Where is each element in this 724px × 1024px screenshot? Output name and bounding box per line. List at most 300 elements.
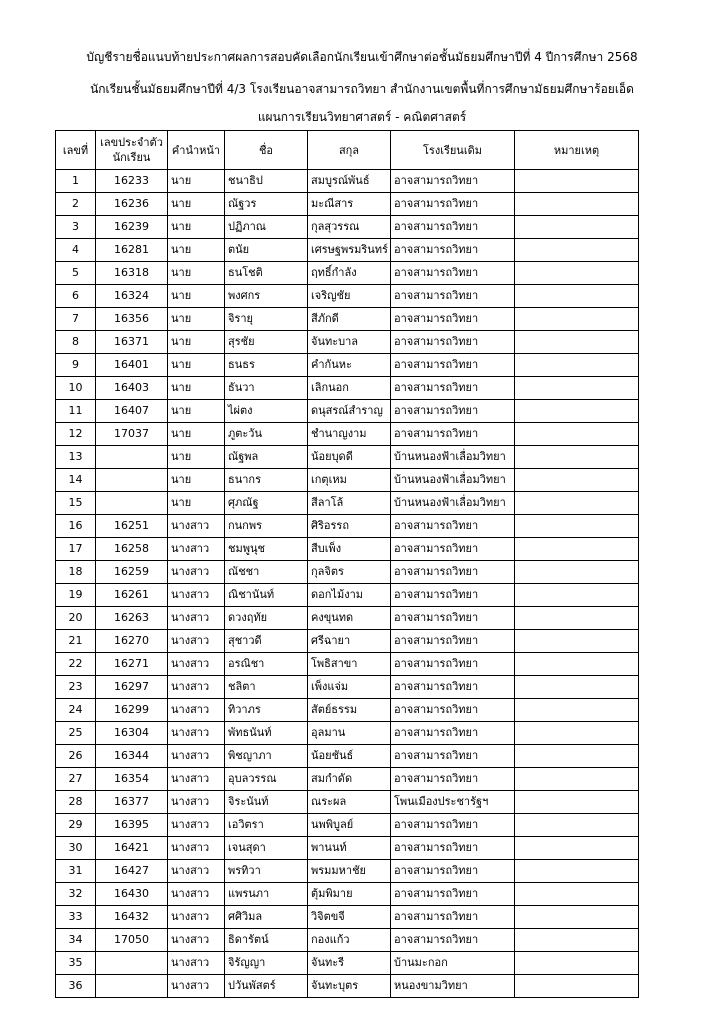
- cell-old-school: อาจสามารถวิทยา: [391, 653, 515, 676]
- table-row: [56, 975, 639, 998]
- cell-remark: [515, 860, 639, 883]
- cell-first-name: ณัฐวร: [225, 193, 308, 216]
- cell-first-name: ตนัย: [225, 239, 308, 262]
- cell-student-id: 16299: [96, 699, 168, 722]
- cell-last-name: น้อยบุดดี: [308, 446, 391, 469]
- cell-prefix: นางสาว: [168, 584, 225, 607]
- cell-old-school: อาจสามารถวิทยา: [391, 860, 515, 883]
- cell-last-name: นพพิบูลย์: [308, 814, 391, 837]
- cell-student-id: 16258: [96, 538, 168, 561]
- cell-last-name: เกตุเหม: [308, 469, 391, 492]
- cell-remark: [515, 492, 639, 515]
- class-school-subtitle: นักเรียนชั้นมัธยมศึกษาปีที่ 4/3 โรงเรียนอาจสามารถวิทยา สำนักงานเขตพื้นที่การศึกษามัธยมศึกษาร้อยเอ็ด: [90, 82, 634, 96]
- cell-first-name: ณัฐพล: [225, 446, 308, 469]
- cell-prefix: นางสาว: [168, 630, 225, 653]
- cell-remark: [515, 331, 639, 354]
- cell-no: 13: [56, 446, 96, 469]
- cell-no: 9: [56, 354, 96, 377]
- cell-remark: [515, 929, 639, 952]
- cell-remark: [515, 745, 639, 768]
- cell-old-school: อาจสามารถวิทยา: [391, 607, 515, 630]
- cell-remark: [515, 837, 639, 860]
- cell-first-name: สุรชัย: [225, 331, 308, 354]
- student-roster-table: [55, 130, 639, 998]
- cell-prefix: นาย: [168, 193, 225, 216]
- cell-remark: [515, 538, 639, 561]
- cell-old-school: อาจสามารถวิทยา: [391, 814, 515, 837]
- cell-first-name: จิรายุ: [225, 308, 308, 331]
- table-row: [56, 860, 639, 883]
- cell-old-school: อาจสามารถวิทยา: [391, 584, 515, 607]
- cell-remark: [515, 377, 639, 400]
- cell-student-id: 16259: [96, 561, 168, 584]
- cell-student-id: 17050: [96, 929, 168, 952]
- cell-prefix: นางสาว: [168, 814, 225, 837]
- cell-last-name: เพ็งแจ่ม: [308, 676, 391, 699]
- cell-first-name: อุบลวรรณ: [225, 768, 308, 791]
- cell-first-name: เอวิตรา: [225, 814, 308, 837]
- cell-old-school: อาจสามารถวิทยา: [391, 745, 515, 768]
- cell-prefix: นางสาว: [168, 538, 225, 561]
- cell-old-school: บ้านหนองฟ้าเลื่อมวิทยา: [391, 469, 515, 492]
- cell-student-id: 16324: [96, 285, 168, 308]
- cell-last-name: คงขุนทด: [308, 607, 391, 630]
- cell-no: 35: [56, 952, 96, 975]
- cell-last-name: สีลาโล้: [308, 492, 391, 515]
- cell-no: 5: [56, 262, 96, 285]
- cell-first-name: ทิวาภร: [225, 699, 308, 722]
- cell-prefix: นางสาว: [168, 837, 225, 860]
- table-row: [56, 515, 639, 538]
- cell-no: 22: [56, 653, 96, 676]
- cell-no: 16: [56, 515, 96, 538]
- cell-remark: [515, 446, 639, 469]
- cell-prefix: นางสาว: [168, 515, 225, 538]
- cell-prefix: นาย: [168, 285, 225, 308]
- table-row: [56, 377, 639, 400]
- cell-no: 2: [56, 193, 96, 216]
- cell-student-id: [96, 952, 168, 975]
- cell-last-name: ฤทธิ์กำลัง: [308, 262, 391, 285]
- cell-no: 33: [56, 906, 96, 929]
- cell-no: 27: [56, 768, 96, 791]
- cell-last-name: โพธิสาขา: [308, 653, 391, 676]
- cell-remark: [515, 699, 639, 722]
- table-row: [56, 837, 639, 860]
- cell-student-id: 16281: [96, 239, 168, 262]
- cell-remark: [515, 262, 639, 285]
- cell-prefix: นางสาว: [168, 883, 225, 906]
- cell-old-school: บ้านหนองฟ้าเลื่อมวิทยา: [391, 446, 515, 469]
- cell-student-id: 16236: [96, 193, 168, 216]
- cell-no: 26: [56, 745, 96, 768]
- header-no: เลขที่: [56, 131, 96, 170]
- cell-no: 14: [56, 469, 96, 492]
- header-last-name: สกุล: [308, 131, 391, 170]
- cell-first-name: ปฏิภาณ: [225, 216, 308, 239]
- cell-student-id: 16407: [96, 400, 168, 423]
- cell-first-name: ณัชชา: [225, 561, 308, 584]
- cell-last-name: จันทะบุตร: [308, 975, 391, 998]
- cell-student-id: [96, 975, 168, 998]
- table-row: [56, 699, 639, 722]
- header-student-id: [96, 131, 168, 170]
- cell-prefix: นางสาว: [168, 653, 225, 676]
- cell-student-id: 16377: [96, 791, 168, 814]
- table-row: [56, 745, 639, 768]
- cell-remark: [515, 975, 639, 998]
- table-body: [56, 170, 639, 998]
- cell-remark: [515, 354, 639, 377]
- cell-last-name: เศรษฐพรมรินทร์: [308, 239, 391, 262]
- cell-first-name: เจนสุดา: [225, 837, 308, 860]
- cell-prefix: นาย: [168, 354, 225, 377]
- cell-student-id: 16371: [96, 331, 168, 354]
- cell-student-id: 16432: [96, 906, 168, 929]
- cell-no: 24: [56, 699, 96, 722]
- table-row: [56, 216, 639, 239]
- cell-old-school: อาจสามารถวิทยา: [391, 377, 515, 400]
- table-row: [56, 285, 639, 308]
- cell-remark: [515, 791, 639, 814]
- cell-last-name: เลิกนอก: [308, 377, 391, 400]
- cell-student-id: 16318: [96, 262, 168, 285]
- cell-prefix: นาย: [168, 170, 225, 193]
- cell-student-id: 16233: [96, 170, 168, 193]
- cell-no: 19: [56, 584, 96, 607]
- table-row: [56, 354, 639, 377]
- cell-last-name: ดอกไม้งาม: [308, 584, 391, 607]
- cell-first-name: ธันวา: [225, 377, 308, 400]
- table-row: [56, 423, 639, 446]
- cell-prefix: นางสาว: [168, 975, 225, 998]
- table-header-row: [56, 131, 639, 170]
- cell-last-name: ชำนาญงาม: [308, 423, 391, 446]
- cell-prefix: นางสาว: [168, 745, 225, 768]
- cell-first-name: กนกพร: [225, 515, 308, 538]
- cell-old-school: อาจสามารถวิทยา: [391, 239, 515, 262]
- cell-student-id: 17037: [96, 423, 168, 446]
- cell-prefix: นาย: [168, 492, 225, 515]
- cell-prefix: นาย: [168, 377, 225, 400]
- cell-last-name: อุลมาน: [308, 722, 391, 745]
- cell-student-id: 16304: [96, 722, 168, 745]
- cell-no: 23: [56, 676, 96, 699]
- cell-student-id: 16297: [96, 676, 168, 699]
- cell-student-id: 16354: [96, 768, 168, 791]
- cell-no: 10: [56, 377, 96, 400]
- cell-last-name: พานนท์: [308, 837, 391, 860]
- table-row: [56, 929, 639, 952]
- table-row: [56, 906, 639, 929]
- cell-last-name: ศรีฉายา: [308, 630, 391, 653]
- cell-last-name: สมกำดัด: [308, 768, 391, 791]
- cell-first-name: พัทธนันท์: [225, 722, 308, 745]
- cell-no: 30: [56, 837, 96, 860]
- cell-no: 8: [56, 331, 96, 354]
- cell-remark: [515, 584, 639, 607]
- cell-first-name: ศุภณัฐ: [225, 492, 308, 515]
- cell-remark: [515, 607, 639, 630]
- table-row: [56, 308, 639, 331]
- cell-old-school: โพนเมืองประชารัฐฯ: [391, 791, 515, 814]
- cell-no: 7: [56, 308, 96, 331]
- table-row: [56, 193, 639, 216]
- cell-old-school: บ้านหนองฟ้าเลื่อมวิทยา: [391, 492, 515, 515]
- cell-no: 12: [56, 423, 96, 446]
- cell-student-id: 16270: [96, 630, 168, 653]
- cell-old-school: อาจสามารถวิทยา: [391, 906, 515, 929]
- cell-first-name: พรทิวา: [225, 860, 308, 883]
- cell-remark: [515, 469, 639, 492]
- cell-old-school: อาจสามารถวิทยา: [391, 354, 515, 377]
- cell-old-school: อาจสามารถวิทยา: [391, 883, 515, 906]
- table-row: [56, 400, 639, 423]
- header-remark: หมายเหตุ: [515, 131, 639, 170]
- cell-last-name: สืบเพ็ง: [308, 538, 391, 561]
- cell-remark: [515, 768, 639, 791]
- cell-student-id: 16403: [96, 377, 168, 400]
- cell-last-name: วิจิตขจี: [308, 906, 391, 929]
- cell-no: 34: [56, 929, 96, 952]
- table-row: [56, 952, 639, 975]
- cell-last-name: คำกันหะ: [308, 354, 391, 377]
- cell-prefix: นาย: [168, 216, 225, 239]
- cell-remark: [515, 952, 639, 975]
- cell-prefix: นาย: [168, 308, 225, 331]
- cell-remark: [515, 653, 639, 676]
- cell-first-name: ชมพูนุช: [225, 538, 308, 561]
- cell-remark: [515, 170, 639, 193]
- cell-first-name: ณิชานันท์: [225, 584, 308, 607]
- cell-old-school: อาจสามารถวิทยา: [391, 262, 515, 285]
- cell-prefix: นาย: [168, 400, 225, 423]
- table-row: [56, 492, 639, 515]
- cell-no: 29: [56, 814, 96, 837]
- cell-remark: [515, 515, 639, 538]
- cell-remark: [515, 561, 639, 584]
- cell-remark: [515, 676, 639, 699]
- table-row: [56, 262, 639, 285]
- cell-prefix: นางสาว: [168, 561, 225, 584]
- cell-prefix: นางสาว: [168, 791, 225, 814]
- cell-prefix: นางสาว: [168, 860, 225, 883]
- cell-prefix: นางสาว: [168, 952, 225, 975]
- cell-first-name: แพรนภา: [225, 883, 308, 906]
- cell-first-name: ศศิวิมล: [225, 906, 308, 929]
- table-row: [56, 607, 639, 630]
- cell-remark: [515, 630, 639, 653]
- cell-old-school: อาจสามารถวิทยา: [391, 400, 515, 423]
- table-row: [56, 584, 639, 607]
- table-row: [56, 239, 639, 262]
- cell-no: 28: [56, 791, 96, 814]
- cell-first-name: ชลิตา: [225, 676, 308, 699]
- cell-first-name: ธิดารัตน์: [225, 929, 308, 952]
- cell-student-id: 16430: [96, 883, 168, 906]
- table-row: [56, 791, 639, 814]
- cell-remark: [515, 216, 639, 239]
- cell-no: 1: [56, 170, 96, 193]
- table-row: [56, 446, 639, 469]
- cell-old-school: อาจสามารถวิทยา: [391, 216, 515, 239]
- cell-student-id: 16271: [96, 653, 168, 676]
- cell-prefix: นาย: [168, 469, 225, 492]
- study-plan-subtitle: แผนการเรียนวิทยาศาสตร์ - คณิตศาสตร์: [257, 110, 467, 124]
- cell-prefix: นางสาว: [168, 676, 225, 699]
- cell-first-name: จิรัญญา: [225, 952, 308, 975]
- cell-last-name: สัตย์ธรรม: [308, 699, 391, 722]
- cell-old-school: อาจสามารถวิทยา: [391, 630, 515, 653]
- cell-student-id: 16395: [96, 814, 168, 837]
- cell-remark: [515, 193, 639, 216]
- table-row: [56, 768, 639, 791]
- header-student-id-line1: เลขประจำตัว: [100, 136, 163, 149]
- cell-old-school: อาจสามารถวิทยา: [391, 515, 515, 538]
- cell-no: 36: [56, 975, 96, 998]
- cell-student-id: 16261: [96, 584, 168, 607]
- cell-no: 17: [56, 538, 96, 561]
- cell-student-id: [96, 469, 168, 492]
- cell-student-id: 16239: [96, 216, 168, 239]
- cell-old-school: บ้านมะกอก: [391, 952, 515, 975]
- cell-last-name: สีภักดี: [308, 308, 391, 331]
- table-row: [56, 814, 639, 837]
- cell-first-name: ธนโชติ: [225, 262, 308, 285]
- table-row: [56, 883, 639, 906]
- cell-prefix: นางสาว: [168, 607, 225, 630]
- cell-first-name: ภูตะวัน: [225, 423, 308, 446]
- cell-remark: [515, 285, 639, 308]
- table-row: [56, 676, 639, 699]
- cell-remark: [515, 400, 639, 423]
- cell-remark: [515, 906, 639, 929]
- table-row: [56, 722, 639, 745]
- cell-student-id: 16356: [96, 308, 168, 331]
- cell-prefix: นาย: [168, 331, 225, 354]
- cell-old-school: อาจสามารถวิทยา: [391, 285, 515, 308]
- cell-prefix: นางสาว: [168, 722, 225, 745]
- cell-no: 31: [56, 860, 96, 883]
- cell-student-id: 16401: [96, 354, 168, 377]
- header-old-school: โรงเรียนเดิม: [391, 131, 515, 170]
- cell-first-name: ปวันพัสตร์: [225, 975, 308, 998]
- cell-remark: [515, 423, 639, 446]
- cell-last-name: กุลจิตร: [308, 561, 391, 584]
- cell-last-name: มะณีสาร: [308, 193, 391, 216]
- cell-prefix: นางสาว: [168, 768, 225, 791]
- cell-first-name: สุชาวดี: [225, 630, 308, 653]
- table-row: [56, 653, 639, 676]
- cell-no: 4: [56, 239, 96, 262]
- cell-no: 11: [56, 400, 96, 423]
- cell-student-id: 16421: [96, 837, 168, 860]
- cell-last-name: ดนุสรณ์สำราญ: [308, 400, 391, 423]
- announcement-title: บัญชีรายชื่อแนบท้ายประกาศผลการสอบคัดเลือกนักเรียนเข้าศึกษาต่อชั้นมัธยมศึกษาปีที่ 4 ปีการศึกษา 2568: [86, 50, 638, 64]
- cell-no: 20: [56, 607, 96, 630]
- cell-last-name: ตุ้มพิมาย: [308, 883, 391, 906]
- cell-old-school: อาจสามารถวิทยา: [391, 170, 515, 193]
- cell-student-id: 16427: [96, 860, 168, 883]
- cell-first-name: ธนากร: [225, 469, 308, 492]
- table-row: [56, 538, 639, 561]
- cell-old-school: หนองขามวิทยา: [391, 975, 515, 998]
- cell-old-school: อาจสามารถวิทยา: [391, 676, 515, 699]
- cell-prefix: นาย: [168, 423, 225, 446]
- cell-no: 25: [56, 722, 96, 745]
- cell-last-name: ณระผล: [308, 791, 391, 814]
- cell-no: 21: [56, 630, 96, 653]
- cell-old-school: อาจสามารถวิทยา: [391, 193, 515, 216]
- cell-remark: [515, 239, 639, 262]
- cell-last-name: เจริญชัย: [308, 285, 391, 308]
- cell-last-name: กองแก้ว: [308, 929, 391, 952]
- cell-prefix: นาย: [168, 446, 225, 469]
- cell-remark: [515, 308, 639, 331]
- table-row: [56, 561, 639, 584]
- cell-no: 6: [56, 285, 96, 308]
- cell-first-name: ธนธร: [225, 354, 308, 377]
- cell-student-id: [96, 492, 168, 515]
- cell-first-name: พิชญาภา: [225, 745, 308, 768]
- table-row: [56, 469, 639, 492]
- cell-first-name: พงศกร: [225, 285, 308, 308]
- cell-last-name: ศิริอรรถ: [308, 515, 391, 538]
- cell-no: 18: [56, 561, 96, 584]
- cell-old-school: อาจสามารถวิทยา: [391, 929, 515, 952]
- table-row: [56, 630, 639, 653]
- cell-last-name: พรมมหาชัย: [308, 860, 391, 883]
- cell-first-name: ดวงฤทัย: [225, 607, 308, 630]
- cell-remark: [515, 883, 639, 906]
- cell-prefix: นาย: [168, 262, 225, 285]
- cell-old-school: อาจสามารถวิทยา: [391, 699, 515, 722]
- cell-student-id: 16344: [96, 745, 168, 768]
- cell-remark: [515, 814, 639, 837]
- cell-old-school: อาจสามารถวิทยา: [391, 331, 515, 354]
- cell-old-school: อาจสามารถวิทยา: [391, 722, 515, 745]
- cell-student-id: 16263: [96, 607, 168, 630]
- header-first-name: ชื่อ: [225, 131, 308, 170]
- cell-prefix: นางสาว: [168, 699, 225, 722]
- cell-first-name: ไผ่ตง: [225, 400, 308, 423]
- cell-student-id: 16251: [96, 515, 168, 538]
- cell-last-name: สมบูรณ์พันธ์: [308, 170, 391, 193]
- cell-first-name: อรณิชา: [225, 653, 308, 676]
- cell-old-school: อาจสามารถวิทยา: [391, 538, 515, 561]
- cell-prefix: นางสาว: [168, 906, 225, 929]
- cell-no: 15: [56, 492, 96, 515]
- cell-first-name: ชนาธิป: [225, 170, 308, 193]
- table-row: [56, 331, 639, 354]
- table-row: [56, 170, 639, 193]
- cell-old-school: อาจสามารถวิทยา: [391, 561, 515, 584]
- cell-prefix: นาย: [168, 239, 225, 262]
- cell-prefix: นางสาว: [168, 929, 225, 952]
- header-prefix: คำนำหน้า: [168, 131, 225, 170]
- cell-last-name: จันทะรี: [308, 952, 391, 975]
- cell-no: 3: [56, 216, 96, 239]
- cell-last-name: จันทะบาล: [308, 331, 391, 354]
- cell-student-id: [96, 446, 168, 469]
- cell-old-school: อาจสามารถวิทยา: [391, 423, 515, 446]
- cell-old-school: อาจสามารถวิทยา: [391, 837, 515, 860]
- cell-last-name: กุลสุวรรณ: [308, 216, 391, 239]
- cell-last-name: น้อยชันธ์: [308, 745, 391, 768]
- cell-no: 32: [56, 883, 96, 906]
- cell-remark: [515, 722, 639, 745]
- cell-old-school: อาจสามารถวิทยา: [391, 768, 515, 791]
